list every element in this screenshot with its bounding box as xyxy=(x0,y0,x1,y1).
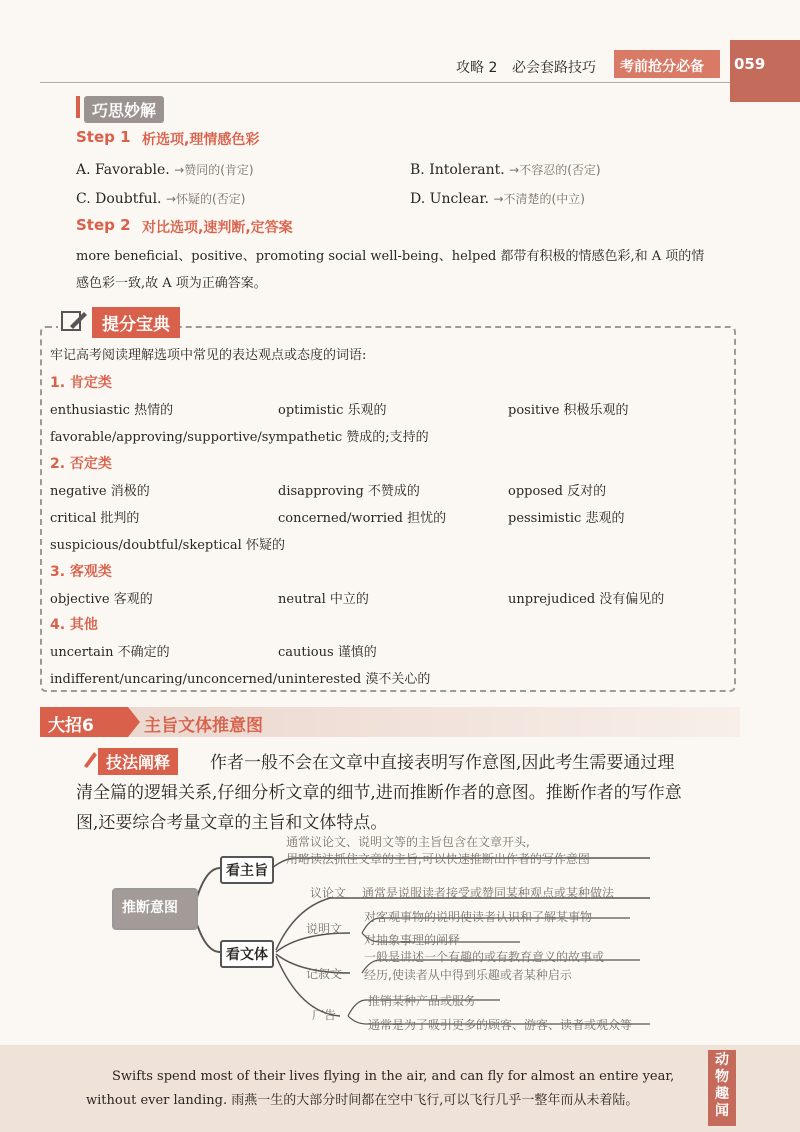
yilun-label: 议论文 xyxy=(310,886,347,900)
word-item: neutral 中立的 xyxy=(278,592,369,607)
jixu-label: 记叙文 xyxy=(306,967,343,981)
category-1: 1. 肯定类 xyxy=(50,375,112,391)
step1-text: 析选项,理情感色彩 xyxy=(142,132,260,148)
word-item: uncertain 不确定的 xyxy=(50,645,170,660)
word-item: positive 积极乐观的 xyxy=(508,403,629,418)
header-tab-label: 考前抢分必备 xyxy=(620,59,704,75)
funfact-line-2: without ever landing. 雨燕一生的大部分时间都在空中飞行,可以飞行几乎一整年而从未着陆。 xyxy=(86,1093,639,1108)
mindmap-branch-zhuzhi: 看主旨 xyxy=(220,856,274,884)
category-3: 3. 客观类 xyxy=(50,564,112,580)
option-note: →赞同的(肯定) xyxy=(174,163,254,177)
option-word: Intolerant. xyxy=(429,162,505,178)
qiaosi-badge: 巧思妙解 xyxy=(84,96,164,123)
badge-marker xyxy=(76,96,80,118)
para-line-3: 图,还要综合考量文章的主旨和文体特点。 xyxy=(76,813,388,833)
explain-line-1: more beneficial、positive、promoting social well-being、helped 都带有积极的情感色彩,和 A 项的情 xyxy=(76,249,705,264)
page-number: 059 xyxy=(734,55,766,73)
header-section: 攻略 2 xyxy=(456,60,498,76)
word-item: enthusiastic 热情的 xyxy=(50,403,174,418)
word-item: objective 客观的 xyxy=(50,592,153,607)
yilun-note: 通常是说服读者接受或赞同某种观点或某种做法 xyxy=(362,886,615,900)
tag-arrow-icon xyxy=(128,707,140,737)
word-item: optimistic 乐观的 xyxy=(278,403,387,418)
guanggao-note-2: 通常是为了吸引更多的顾客、游客、读者或观众等 xyxy=(368,1018,633,1032)
para-line-2: 清全篇的逻辑关系,仔细分析文章的细节,进而推断作者的意图。推断作者的写作意 xyxy=(76,783,682,803)
header-rule xyxy=(40,82,730,83)
zhuzhi-note-1: 通常议论文、说明文等的主旨包含在文章开头, xyxy=(286,835,530,849)
zhuzhi-note-2: 用略读法抓住文章的主旨,可以快速推断出作者的写作意图 xyxy=(286,852,590,866)
word-item: suspicious/doubtful/skeptical 怀疑的 xyxy=(50,538,285,553)
step2-label: Step 2 xyxy=(76,216,131,234)
side-tab xyxy=(708,1050,736,1126)
jixu-note-2: 经历,使读者从中得到乐趣或者某种启示 xyxy=(364,968,572,982)
step2-text: 对比选项,速判断,定答案 xyxy=(142,220,293,236)
category-2: 2. 否定类 xyxy=(50,456,112,472)
header-title: 必会套路技巧 xyxy=(512,60,596,76)
option-word: Favorable. xyxy=(95,162,170,178)
option-b xyxy=(410,161,601,178)
word-item: opposed 反对的 xyxy=(508,484,607,499)
word-item: critical 批判的 xyxy=(50,511,140,526)
category-4: 4. 其他 xyxy=(50,617,98,633)
guanggao-label: 广告 xyxy=(312,1008,337,1022)
word-item: concerned/worried 担忧的 xyxy=(278,511,447,526)
tifen-badge: 提分宝典 xyxy=(92,307,180,338)
option-note: →不容忍的(否定) xyxy=(509,163,601,177)
option-note: →不清楚的(中立) xyxy=(493,192,585,206)
word-item: cautious 谨慎的 xyxy=(278,645,377,660)
edit-icon xyxy=(60,308,90,334)
jifa-badge: 技法阐释 xyxy=(98,748,178,775)
dazhao-tag: 大招6 xyxy=(48,716,94,736)
option-c xyxy=(76,190,245,207)
tifen-intro: 牢记高考阅读理解选项中常见的表达观点或态度的词语: xyxy=(50,348,367,363)
jixu-note-1: 一般是讲述一个有趣的或有教育意义的故事或 xyxy=(364,950,605,964)
word-item: favorable/approving/supportive/sympathetic 赞成的;支持的 xyxy=(50,430,429,445)
shuoming-note-2: 对抽象事理的阐释 xyxy=(364,933,461,947)
mindmap-branch-wenti: 看文体 xyxy=(220,940,274,968)
explain-line-2: 感色彩一致,故 A 项为正确答案。 xyxy=(76,276,267,291)
option-word: Unclear. xyxy=(429,191,490,207)
funfact-en: Swifts spend most of their lives flying in the air, and can fly for almost an entire year, xyxy=(112,1069,675,1084)
word-item: pessimistic 悲观的 xyxy=(508,511,625,526)
guanggao-note-1: 推销某种产品或服务 xyxy=(368,994,477,1008)
side-tab-label: 动物趣闻 xyxy=(715,1052,729,1119)
step1-label: Step 1 xyxy=(76,128,131,146)
word-item: indifferent/uncaring/unconcerned/uninterested 漠不关心的 xyxy=(50,672,431,687)
para-line-1: 作者一般不会在文章中直接表明写作意图,因此考生需要通过理 xyxy=(210,753,675,773)
dazhao-title: 主旨文体推意图 xyxy=(144,716,263,736)
word-item: disapproving 不赞成的 xyxy=(278,484,420,499)
option-d xyxy=(410,190,585,207)
option-letter: B. xyxy=(410,162,425,178)
option-note: →怀疑的(否定) xyxy=(165,192,246,206)
option-letter: D. xyxy=(410,191,426,207)
option-a xyxy=(76,161,254,178)
option-letter: C. xyxy=(76,191,91,207)
shuoming-note-1: 对客观事物的说明使读者认识和了解某事物 xyxy=(364,910,593,924)
shuoming-label: 说明文 xyxy=(306,922,343,936)
option-letter: A. xyxy=(76,162,91,178)
option-word: Doubtful. xyxy=(95,191,162,207)
mindmap-root: 推断意图 xyxy=(122,900,178,916)
pencil-icon xyxy=(80,748,98,770)
word-item: unprejudiced 没有偏见的 xyxy=(508,592,665,607)
word-item: negative 消极的 xyxy=(50,484,150,499)
